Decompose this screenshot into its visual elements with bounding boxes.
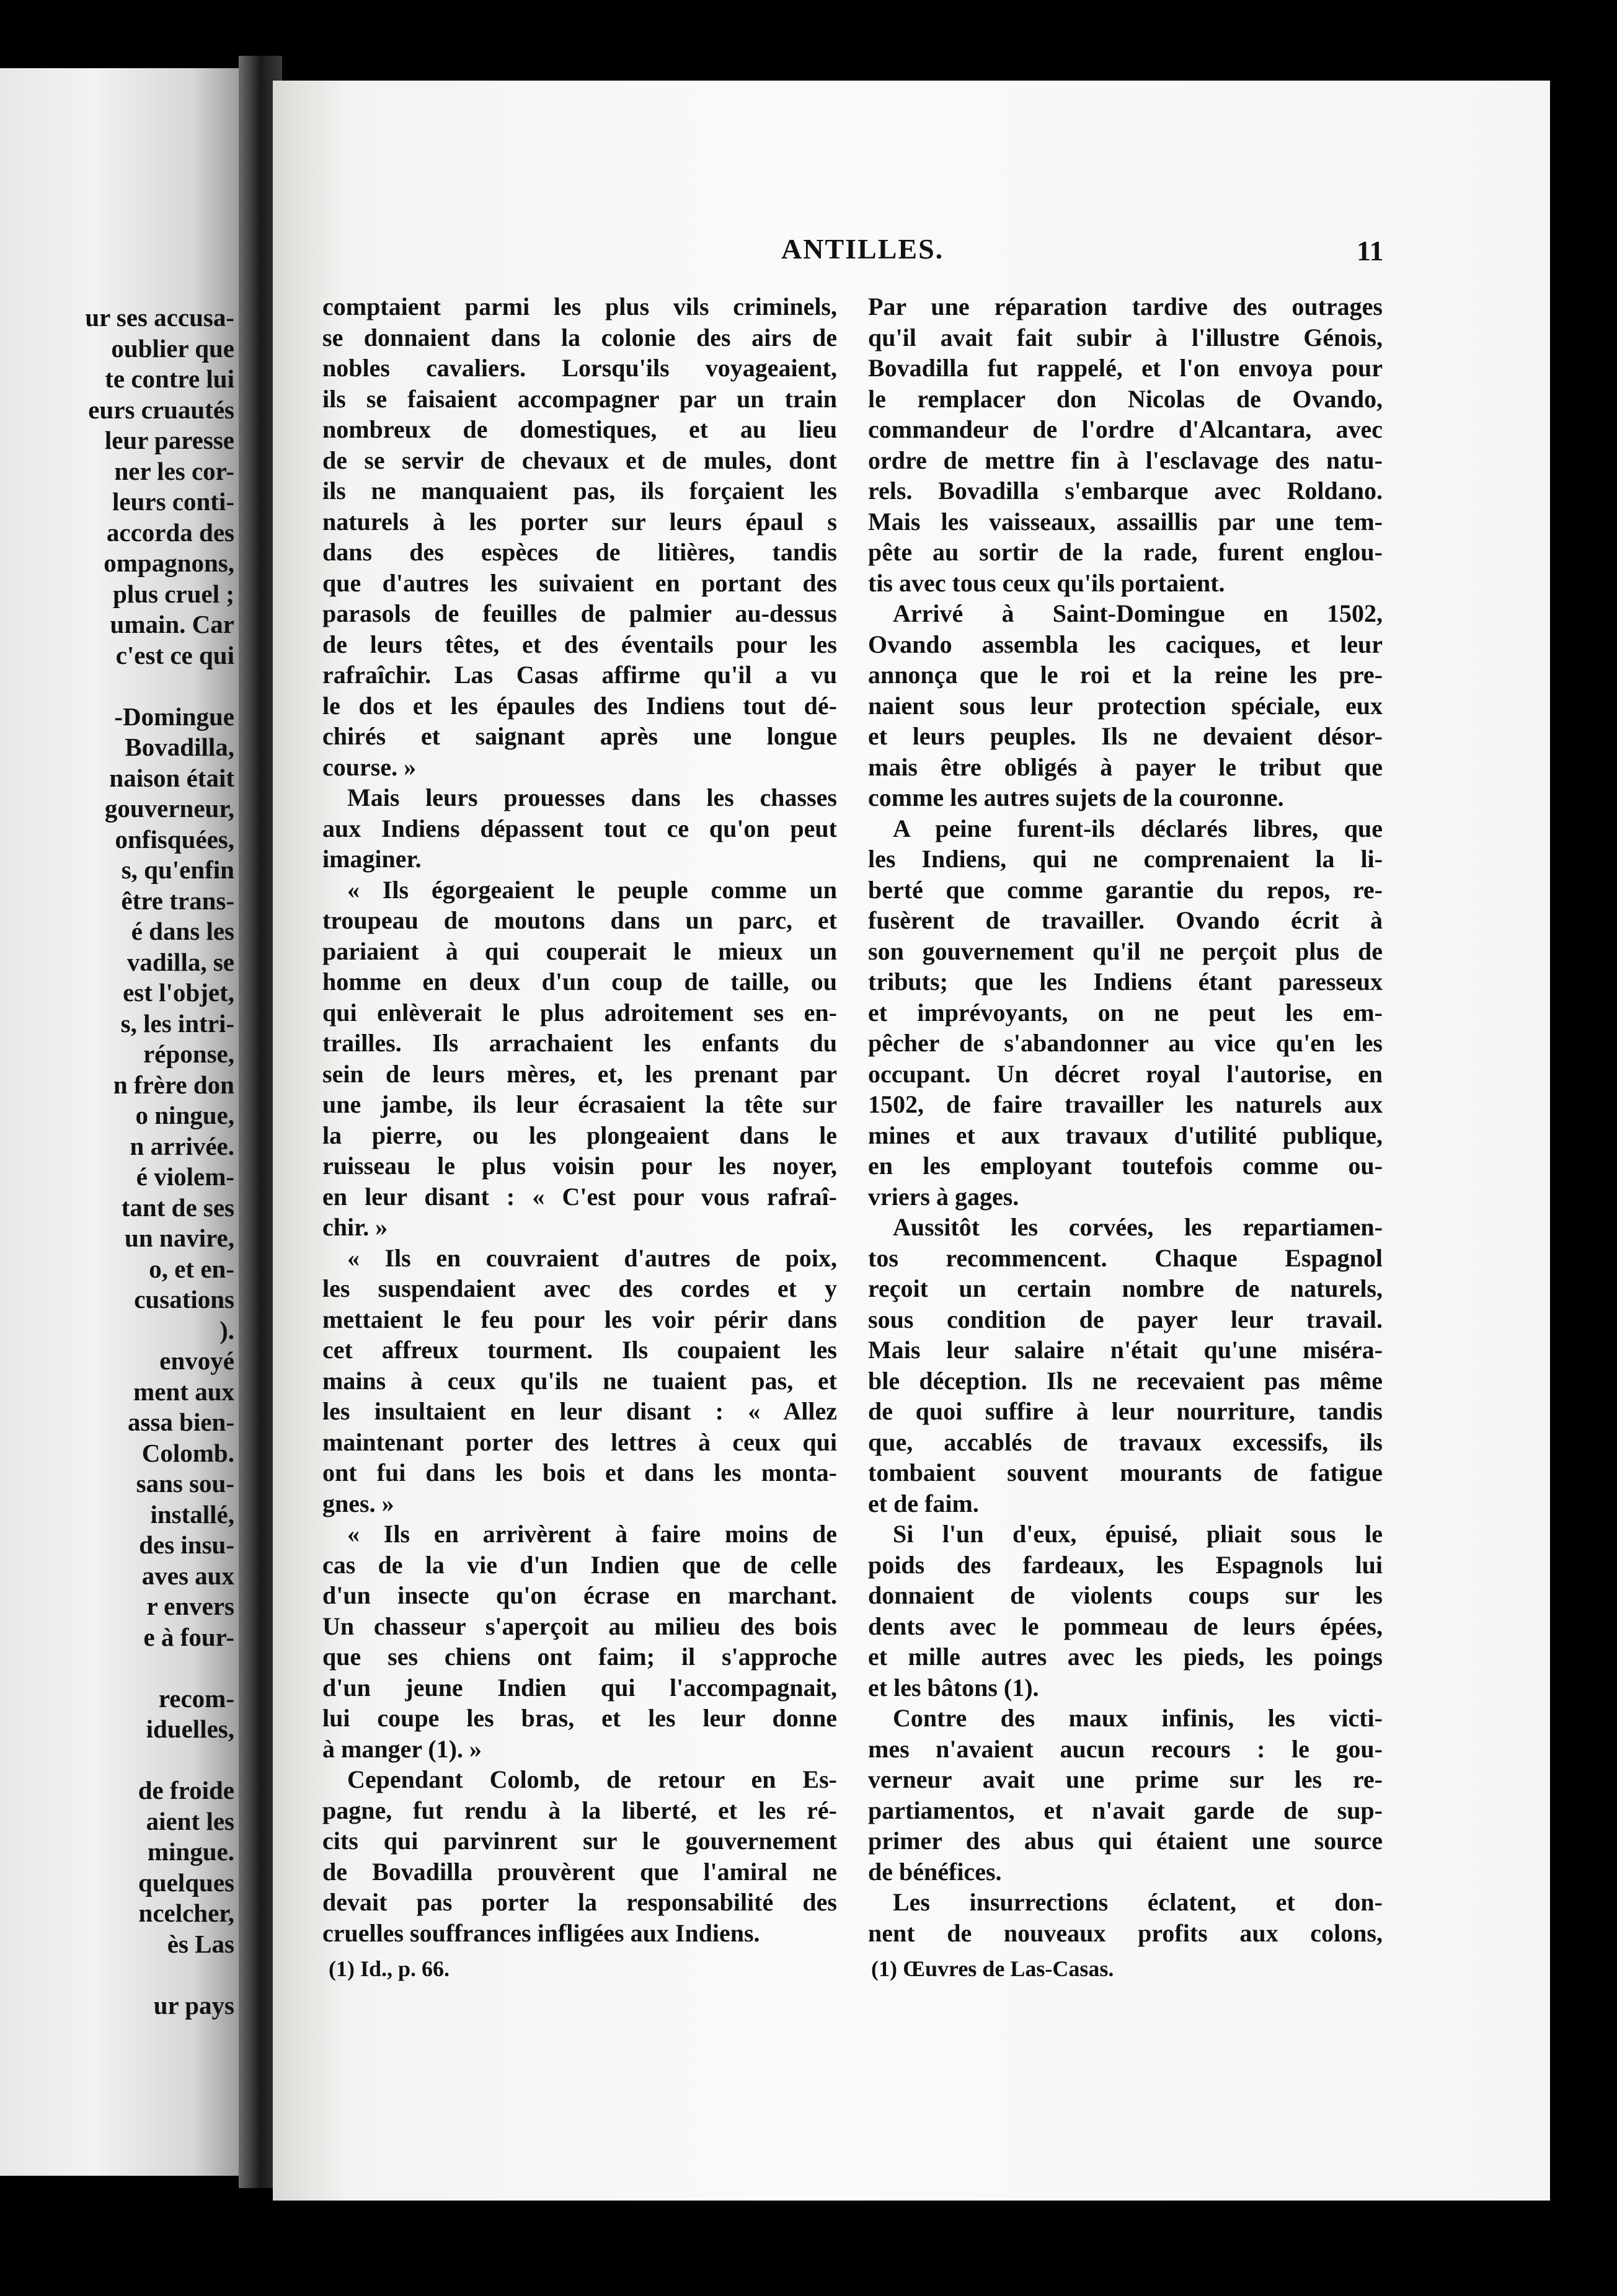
facing-text-line: é violem-: [136, 1162, 234, 1191]
text-line: d'un jeune Indien qui l'accompagnait,: [322, 1673, 837, 1702]
facing-text-line: oublier que: [111, 333, 234, 363]
facing-text-line: s, les intri-: [120, 1009, 234, 1038]
text-line: commandeur de l'ordre d'Alcantara, avec: [868, 415, 1383, 443]
running-head: ANTILLES.: [781, 233, 944, 265]
facing-text-line: ment aux: [133, 1377, 234, 1406]
facing-text-line: Bovadilla,: [125, 733, 234, 761]
text-line: naturels à les porter sur leurs épaul s: [322, 507, 837, 536]
footnote-left: (1) Id., p. 66.: [329, 1956, 450, 1981]
text-line: « Ils en couvraient d'autres de poix,: [347, 1243, 837, 1272]
facing-text-line: e à four-: [143, 1622, 234, 1651]
facing-text-line: ner les cor-: [114, 456, 234, 485]
text-line: tis avec tous ceux qu'ils portaient.: [868, 568, 1225, 597]
facing-text-line: des insu-: [139, 1530, 234, 1559]
text-line: occupant. Un décret royal l'autorise, en: [868, 1059, 1383, 1088]
facing-text-line: n arrivée.: [130, 1131, 234, 1160]
text-line: dents avec le pommeau de leurs épées,: [868, 1612, 1383, 1640]
text-line: que d'autres les suivaient en portant des: [322, 568, 837, 597]
text-line: Mais leurs prouesses dans les chasses: [347, 784, 837, 811]
text-line: sous condition de payer leur travail.: [868, 1305, 1383, 1333]
text-line: A peine furent-ils déclarés libres, que: [893, 814, 1383, 842]
text-line: son gouvernement qu'il ne perçoit plus de: [868, 937, 1383, 965]
text-line: imaginer.: [322, 845, 422, 873]
facing-text-line: installé,: [150, 1499, 234, 1529]
facing-text-line: c'est ce qui: [115, 640, 234, 669]
facing-text-line: cusations: [134, 1285, 234, 1314]
text-line: troupeau de moutons dans un parc, et: [322, 906, 837, 934]
facing-text-line: est l'objet,: [123, 978, 234, 1007]
facing-text-line: quelques: [138, 1868, 234, 1897]
text-line: Mais les vaisseaux, assaillis par une tem-: [868, 507, 1383, 536]
facing-text-line: s, qu'enfin: [121, 855, 234, 884]
text-line: chirés et saignant après une longue: [322, 722, 837, 750]
text-line: Ovando assembla les caciques, et leur: [868, 630, 1383, 658]
facing-text-line: accorda des: [106, 518, 234, 547]
text-line: en leur disant : « C'est pour vous rafraî-: [322, 1182, 837, 1211]
text-line: à manger (1). »: [322, 1734, 482, 1763]
text-line: naient sous leur protection spéciale, eux: [868, 691, 1383, 720]
text-line: maintenant porter des lettres à ceux qui: [322, 1428, 837, 1456]
text-line: mains à ceux qu'ils ne tuaient pas, et: [322, 1366, 837, 1395]
facing-text-line: [5, 1653, 234, 1684]
facing-text-line: o ningue,: [135, 1101, 234, 1129]
text-line: poids des fardeaux, les Espagnols lui: [868, 1550, 1383, 1579]
text-line: de quoi suffire à leur nourriture, tandis: [868, 1397, 1383, 1425]
facing-text-line: aient les: [146, 1806, 234, 1835]
text-line: de leurs têtes, et des éventails pour les: [322, 630, 837, 658]
text-line: ordre de mettre fin à l'esclavage des natu-: [868, 446, 1383, 474]
facing-text-line: envoyé: [159, 1346, 234, 1375]
facing-text-line: gouverneur,: [104, 794, 234, 823]
text-line: sein de leurs mères, et, les prenant par: [322, 1059, 837, 1088]
facing-text-line: aves aux: [141, 1561, 234, 1590]
text-line: verneur avait une prime sur les re-: [868, 1765, 1383, 1793]
facing-text-line: ur pays: [153, 1990, 234, 2020]
text-line: pêcher de s'abandonner au vice qu'en les: [868, 1029, 1383, 1057]
text-line: trailles. Ils arrachaient les enfants du: [322, 1029, 837, 1057]
facing-text-line: recom-: [158, 1684, 234, 1713]
text-line: Bovadilla fut rappelé, et l'on envoya pour: [868, 354, 1383, 382]
text-line: de Bovadilla prouvèrent que l'amiral ne: [322, 1857, 837, 1886]
text-line: de se servir de chevaux et de mules, dont: [322, 446, 837, 474]
text-line: chir. »: [322, 1213, 388, 1241]
text-line: mines et aux travaux d'utilité publique,: [868, 1121, 1383, 1149]
text-line: comptaient parmi les plus vils criminels,: [322, 293, 837, 320]
text-line: lui coupe les bras, et les leur donne: [322, 1704, 837, 1732]
facing-text-line: naison était: [109, 763, 234, 792]
text-line: et leurs peuples. Ils ne devaient désor-: [868, 722, 1383, 750]
text-line: gnes. »: [322, 1489, 394, 1517]
text-line: Cependant Colomb, de retour en Es-: [347, 1765, 837, 1793]
facing-text-line: [5, 1959, 234, 1990]
page-number: 11: [1357, 235, 1384, 267]
text-line: Un chasseur s'aperçoit au milieu des bois: [322, 1612, 837, 1640]
facing-text-line: [5, 1745, 234, 1776]
text-line: aux Indiens dépassent tout ce qu'on peut: [322, 814, 837, 842]
text-line: tos recommencent. Chaque Espagnol: [868, 1243, 1383, 1272]
text-line: tributs; que les Indiens étant paresseux: [868, 968, 1383, 996]
facing-text-line: ).: [219, 1315, 234, 1344]
facing-text-line: leur paresse: [104, 426, 234, 454]
text-line: berté que comme garantie du repos, re-: [868, 875, 1383, 904]
text-column-left: [322, 291, 837, 1948]
facing-text-line: Colomb.: [141, 1438, 234, 1467]
text-line: se donnaient dans la colonie des airs de: [322, 323, 837, 351]
facing-text-line: plus cruel ;: [113, 579, 234, 608]
text-line: Les insurrections éclatent, et don-: [893, 1888, 1383, 1916]
text-line: devait pas porter la responsabilité des: [322, 1888, 837, 1916]
text-line: ont fui dans les bois et dans les monta-: [322, 1459, 837, 1486]
text-line: une jambe, ils leur écrasaient la tête sur: [322, 1090, 837, 1118]
facing-text-line: umain. Car: [110, 610, 234, 638]
text-line: et les bâtons (1).: [868, 1673, 1039, 1702]
text-line: le remplacer don Nicolas de Ovando,: [868, 384, 1383, 413]
text-line: pagne, fut rendu à la liberté, et les ré-: [322, 1796, 837, 1824]
text-line: homme en deux d'un coup de taille, ou: [322, 968, 837, 996]
text-line: de bénéfices.: [868, 1857, 1002, 1886]
facing-text-line: r envers: [146, 1592, 234, 1620]
facing-text-line: réponse,: [143, 1040, 234, 1068]
facing-text-line: ur ses accusa-: [85, 303, 234, 332]
text-line: course. »: [322, 753, 417, 781]
text-line: cruelles souffrances infligées aux Indiens.: [322, 1918, 760, 1947]
text-line: ils se faisaient accompagner par un train: [322, 384, 837, 413]
text-line: qui enlèverait le plus adroitement ses en-: [322, 998, 837, 1027]
text-line: Contre des maux infinis, les victi-: [893, 1704, 1383, 1732]
facing-text-line: ès Las: [167, 1929, 234, 1958]
text-line: 1502, de faire travailler les naturels aux: [868, 1090, 1383, 1118]
facing-text-line: mingue.: [147, 1837, 234, 1866]
text-line: partiamentos, et n'avait garde de sup-: [868, 1796, 1383, 1824]
text-line: Mais leur salaire n'était qu'une miséra-: [868, 1336, 1383, 1364]
facing-text-line: vadilla, se: [126, 947, 234, 976]
text-line: les Indiens, qui ne comprenaient la li-: [868, 845, 1383, 873]
facing-text-line: n frère don: [113, 1070, 234, 1099]
facing-page-fragment: [0, 68, 242, 2176]
facing-text-line: de froide: [138, 1776, 234, 1804]
text-line: reçoit un certain nombre de naturels,: [868, 1274, 1383, 1302]
text-column-right: [868, 291, 1383, 1948]
facing-text-line: ompagnons,: [104, 549, 234, 577]
text-line: « Ils en arrivèrent à faire moins de: [347, 1520, 837, 1548]
text-line: Arrivé à Saint-Domingue en 1502,: [893, 599, 1383, 627]
text-line: parasols de feuilles de palmier au-dessus: [322, 599, 837, 627]
text-line: le dos et les épaules des Indiens tout dé-: [322, 691, 837, 720]
text-line: et de faim.: [868, 1489, 979, 1517]
text-line: les suspendaient avec des cordes et y: [322, 1274, 837, 1302]
text-line: pariaient à qui couperait le mieux un: [322, 937, 837, 965]
text-line: rafraîchir. Las Casas affirme qu'il a vu: [322, 661, 837, 689]
facing-text-line: -Domingue: [114, 702, 234, 731]
text-line: les insultaient en leur disant : « Allez: [322, 1397, 837, 1425]
text-line: ruisseau le plus voisin pour les noyer,: [322, 1152, 837, 1180]
text-line: Aussitôt les corvées, les repartiamen-: [893, 1213, 1383, 1241]
text-line: et mille autres avec les pieds, les poings: [868, 1643, 1383, 1671]
facing-page-text: [5, 302, 234, 2021]
text-line: annonça que le roi et la reine les pre-: [868, 661, 1383, 689]
text-line: fusèrent de travailler. Ovando écrit à: [868, 906, 1383, 934]
text-line: mais être obligés à payer le tribut que: [868, 753, 1383, 781]
footnote-right: (1) Œuvres de Las-Casas.: [871, 1956, 1114, 1981]
text-line: en les employant toutefois comme ou-: [868, 1152, 1383, 1180]
text-line: pête au sortir de la rade, furent englou-: [868, 538, 1383, 566]
text-line: nent de nouveaux profits aux colons,: [868, 1918, 1383, 1947]
text-line: rels. Bovadilla s'embarque avec Roldano.: [868, 477, 1383, 505]
facing-text-line: leurs conti-: [112, 487, 234, 516]
facing-text-line: assa bien-: [127, 1408, 234, 1436]
text-line: qu'il avait fait subir à l'illustre Génois,: [868, 323, 1383, 351]
text-line: primer des abus qui étaient une source: [868, 1827, 1383, 1855]
facing-text-line: onfisquées,: [115, 824, 234, 854]
text-line: Par une réparation tardive des outrages: [868, 293, 1383, 320]
text-line: nobles cavaliers. Lorsqu'ils voyageaient,: [322, 354, 837, 382]
text-line: d'un insecte qu'on écrase en marchant.: [322, 1581, 837, 1609]
text-line: cas de la vie d'un Indien que de celle: [322, 1550, 837, 1579]
facing-text-line: é dans les: [131, 917, 234, 945]
facing-text-line: eurs cruautés: [88, 395, 234, 424]
text-line: « Ils égorgeaient le peuple comme un: [347, 875, 837, 904]
text-line: mettaient le feu pour les voir périr dans: [322, 1305, 837, 1333]
text-line: Si l'un d'eux, épuisé, pliait sous le: [893, 1520, 1383, 1548]
text-line: comme les autres sujets de la couronne.: [868, 784, 1284, 811]
facing-text-line: sans sou-: [136, 1469, 234, 1498]
text-line: ble déception. Ils ne recevaient pas même: [868, 1366, 1383, 1395]
text-line: nombreux de domestiques, et au lieu: [322, 415, 837, 443]
facing-text-line: te contre lui: [105, 364, 234, 393]
text-line: que ses chiens ont faim; il s'approche: [322, 1643, 837, 1671]
text-line: donnaient de violents coups sur les: [868, 1581, 1383, 1609]
text-line: ils ne manquaient pas, ils forçaient les: [322, 477, 837, 505]
facing-text-line: un navire,: [125, 1224, 234, 1252]
text-line: et imprévoyants, on ne peut les em-: [868, 998, 1383, 1027]
facing-text-line: tant de ses: [121, 1193, 234, 1222]
facing-text-line: iduelles,: [146, 1715, 234, 1743]
text-line: la pierre, ou les plongeaient dans le: [322, 1121, 837, 1149]
text-line: cet affreux tourment. Ils coupaient les: [322, 1336, 837, 1364]
text-line: vriers à gages.: [868, 1182, 1019, 1211]
facing-text-line: ncelcher,: [138, 1899, 234, 1927]
text-line: mes n'avaient aucun recours : le gou-: [868, 1734, 1383, 1763]
text-line: que, accablés de travaux excessifs, ils: [868, 1428, 1383, 1456]
text-line: tombaient souvent mourants de fatigue: [868, 1459, 1383, 1486]
text-line: dans des espèces de litières, tandis: [322, 538, 837, 566]
facing-text-line: être trans-: [121, 886, 234, 915]
facing-text-line: [5, 671, 234, 702]
facing-text-line: o, et en-: [149, 1254, 234, 1283]
text-line: cits qui parvinrent sur le gouvernement: [322, 1827, 837, 1855]
